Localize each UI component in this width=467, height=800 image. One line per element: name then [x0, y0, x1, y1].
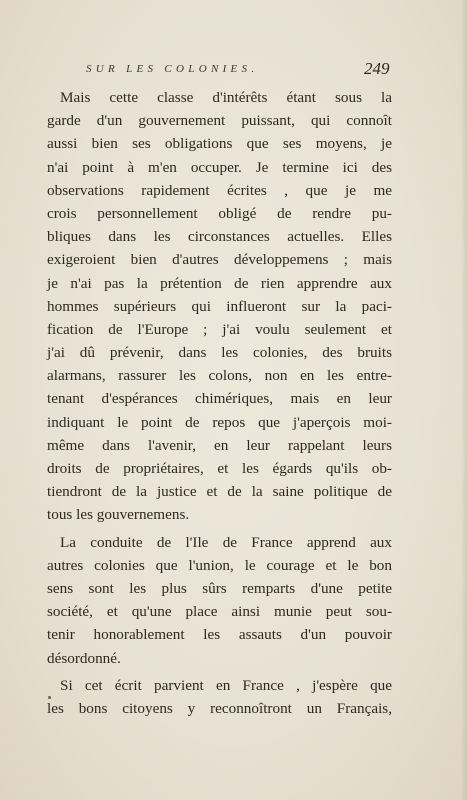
text-line: exigeroient bien d'autres développemens ; mais	[47, 251, 392, 269]
text-line: autres colonies que l'union, le courage et le bon	[47, 556, 392, 574]
text-line: tenant d'espérances chimériques, mais en leur	[47, 390, 392, 408]
ink-speck	[48, 696, 51, 699]
text-line: fication de l'Europe ; j'ai voulu seulement et	[47, 320, 392, 338]
text-line: observations rapidement écrites , que je me	[47, 181, 392, 199]
text-line: Si cet écrit parvient en France , j'espère que	[60, 676, 392, 694]
text-line: tenir honorablement les assauts d'un pouvoir	[47, 626, 392, 644]
page-header	[0, 61, 467, 83]
text-line: désordonné.	[47, 649, 121, 667]
paragraph-1	[47, 86, 392, 527]
text-line: tiendront de la justice et de la saine politique de	[47, 483, 392, 501]
text-line: La conduite de l'Ile de France apprend aux	[60, 533, 392, 551]
running-head: SUR LES COLONIES.	[86, 63, 259, 75]
text-line: tous les gouvernemens.	[47, 506, 190, 524]
text-line: sens sont les plus sûrs remparts d'une petite	[47, 579, 392, 597]
page-fold-shadow	[461, 0, 467, 800]
text-line: droits de propriétaires, et les égards qu'ils ob-	[47, 460, 392, 477]
text-line: Mais cette classe d'intérêts étant sous la	[60, 89, 392, 106]
paragraph-2	[47, 531, 392, 670]
text-line: je n'ai pas la prétention de rien apprendre aux	[47, 274, 392, 292]
text-line: même dans l'avenir, en leur rappelant leurs	[47, 436, 392, 454]
text-line: bliques dans les circonstances actuelles. Elles	[47, 228, 392, 246]
text-line: aussi bien ses obligations que ses moyens, je	[47, 135, 392, 153]
text-line: garde d'un gouvernement puissant, qui connoît	[47, 112, 392, 130]
text-line: les bons citoyens y reconnoîtront un Français,	[47, 699, 392, 717]
text-line: n'ai point à m'en occuper. Je termine ici des	[47, 158, 392, 176]
page-number: 249	[364, 59, 390, 78]
paragraph-3	[47, 674, 392, 720]
text-line: hommes supérieurs qui influeront sur la paci-	[47, 297, 392, 315]
text-line: crois personnellement obligé de rendre pu-	[47, 204, 392, 222]
text-line: indiquant le point de repos que j'aperçois moi-	[47, 413, 392, 431]
body-text	[47, 86, 392, 720]
text-line: j'ai dû prévenir, dans les colonies, des bruits	[47, 344, 392, 362]
text-line: société, et qu'une place ainsi munie peut sou-	[47, 603, 392, 621]
text-line: alarmans, rassurer les colons, non en les entre-	[47, 367, 392, 385]
